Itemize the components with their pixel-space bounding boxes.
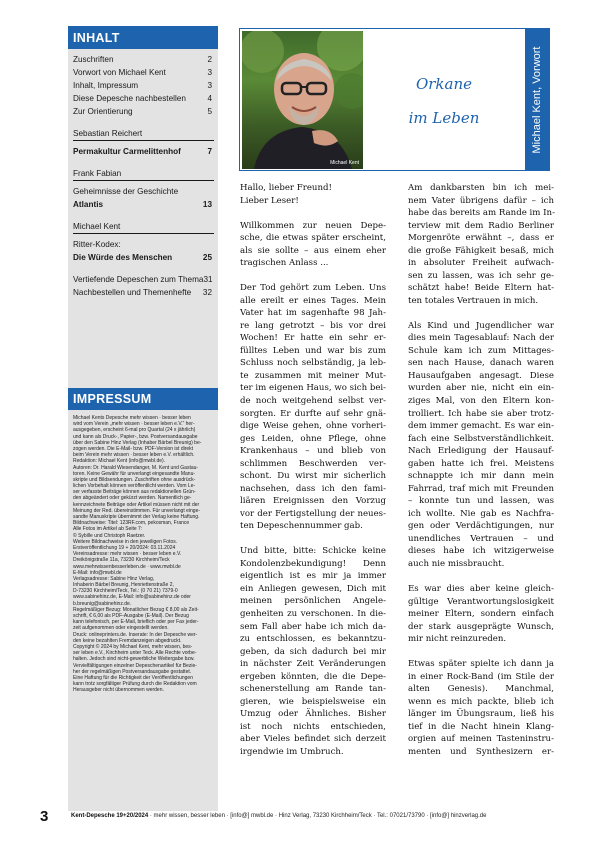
article-line: Lieber Leser! [240, 195, 299, 206]
toc-subtitle: Geheimnisse der Geschichte [73, 187, 179, 196]
toc-item-page: 3 [207, 81, 212, 90]
article-line: eigentlich ist es mir ja immer [240, 571, 386, 582]
toc-item-label: Diese Depesche nachbestellen [73, 94, 186, 103]
impressum-line: schrift, € 6,00 als PDF-Ausgabe (E-Mail). Der Bezug [73, 613, 189, 619]
toc-item-label: Zuschriften [73, 55, 114, 64]
impressum-line: ausgegeben, erscheint 6-mal pro Quartal (24 x jährlich) [73, 427, 196, 434]
author-photo [242, 31, 363, 169]
toc-author: Michael Kent [73, 220, 214, 234]
impressum-line: Copyright © 2024 by Michael Kent, mehr wissen, bes- [73, 643, 193, 650]
impressum-line: kann trotz sorgfältiger Prüfung durch die Redaktion vom [73, 681, 197, 688]
impressum-line: D-73230 Kirchheim/Teck, Tel.: (0 70 21) 7379-0 [73, 588, 178, 595]
toc-author: Sebastian Reichert [73, 127, 214, 141]
impressum-line: skripte und Bildsendungen. Zuschriften ohne ausdrück- [73, 476, 196, 483]
article-line: dige Weise gehen, ohne vorheri- [240, 421, 386, 432]
article-line: Etwas später spielte ich dann ja [408, 659, 554, 670]
impressum-line: den keine bezahlten Fremdanzeigen abgedruckt. [73, 637, 182, 644]
section-label: Michael Kent, Vorwort [531, 46, 543, 153]
article-line: Fahrrad, traf mich mit Freunden [408, 483, 554, 494]
article-line: mir nicht reinzureden. [408, 634, 507, 645]
article-line: Schluss noch selbständig, ja leb- [240, 358, 386, 369]
article-line: aber Vieles befindet sich derzeit [240, 734, 386, 745]
impressum-line: Eine Haftung für die Richtigkeit der Veröffentlichungen [73, 674, 193, 681]
article-line: de noch weitgehend selbst ver- [240, 396, 386, 406]
toc-item-page: 2 [207, 55, 212, 64]
article-line: vor der Fertigstellung der neues- [240, 508, 386, 519]
impressum-line: her der regelmäßigen Postversandausgabe gestattet. [73, 668, 192, 675]
paragraph-gap [408, 570, 554, 583]
article-line: ter im eigenen Haus, wo sich bei- [240, 383, 387, 394]
article-line: die große Fähigkeit besaß, mich [408, 245, 554, 256]
toc-article-page: 13 [202, 200, 212, 209]
portrait-illustration [242, 31, 363, 169]
article-line: als sie sollte – aus einem eher [240, 245, 386, 256]
article-line: meiner Eltern, sondern einfach [408, 609, 554, 620]
article-line: fülltes Leben und war bis zum [240, 345, 386, 356]
article-line: ist noch nichts entschieden, [240, 721, 386, 732]
title-line-2: im Leben [408, 109, 480, 127]
impressum-line: www.sabinehinz.de, E-Mail: info@sabinehinz.de oder [73, 594, 191, 601]
toc-item [73, 53, 214, 66]
impressum-line: Vervielfältigungen einzelner Depeschenartikel für Bezie- [73, 662, 197, 669]
article-line: sem Fall aber habe ich mich da- [240, 621, 386, 632]
impressum-line: lichen Vorbehalt können veröffentlicht werden. Vom Le- [73, 483, 196, 490]
toc-extra-label: Nachbestellen und Themenhefte [73, 288, 192, 297]
article-header [239, 28, 550, 171]
article-line: Am dankbarsten bin ich mei- [408, 183, 554, 193]
article-line: trolliert. Ich habe sie aber trotz- [408, 408, 554, 419]
article-line: Morgenröte erwähnt –, dass er [408, 233, 554, 244]
article-column-1 [240, 182, 386, 758]
impressum-line: Herausgeber nicht übernommen werden. [73, 687, 164, 694]
impressum-line: Inhaberin Bärbel Breunig, Henriettenstraße 2, [73, 582, 174, 589]
article-line: Schule kam ich zum Mittages- [408, 345, 554, 356]
article-line: liären Ereignissen den Vorzug [240, 496, 386, 507]
toc-subtitle: Ritter-Kodex: [73, 240, 121, 249]
article-line: fach eine Selbstverständlichkeit. [408, 433, 554, 444]
article-line: Willkommen zur neuen Depe- [240, 220, 386, 231]
article-line: sen nach Hause, danach waren [408, 358, 554, 369]
impressum-line: Autoren: Dr. Harald Wiesendanger, M. Kent und Gastau- [73, 464, 199, 471]
impressum-line: toren. Keine Gewähr für unverlangt eingesandte Manu- [73, 470, 196, 477]
article-line: ein Anliegen gewesen, Dich mit [240, 583, 386, 594]
impressum-line: Regelmäßiger Bezug: Monatlicher Bezug € 8,00 als Zeit- [73, 606, 199, 613]
paragraph-gap [408, 307, 554, 320]
table-of-contents [68, 49, 218, 299]
article-line: länger im Übungsraum, ließ his [408, 709, 554, 720]
article-line: meinen persönlichen Angele- [240, 596, 386, 607]
toc-extra-item [73, 286, 214, 299]
impressum-line: sandte Manuskripte übernimmt der Verlag keine Haftung. [73, 514, 200, 520]
article-line: nem Vater übrigens dafür – ich [408, 195, 554, 206]
impressum-line: Weitere Bildnachweise in den jeweiligen Fotos. [73, 538, 178, 545]
article-line: in absoluter Freiheit aufwach- [408, 258, 554, 269]
toc-item-page: 5 [207, 107, 212, 116]
article-line: sorgten. Er durfte auf sehr gnä- [240, 408, 386, 419]
article-line: schätzt habe! Beide Eltern hat- [408, 283, 554, 294]
toc-item [73, 105, 214, 118]
footer-line [71, 813, 486, 819]
article-line: dies mein Tagesablauf: Nach der [408, 333, 554, 344]
impressum-line: halten. Jedoch sind nicht-gewerbliche Weitergabe bzw. [73, 656, 195, 663]
title-line-1: Orkane [415, 75, 473, 93]
article-line: schnappte ich mir dann mein [408, 471, 554, 482]
impressum-line: Bildnachweise: Titel: 123RF.com, pekosman, France [73, 520, 190, 527]
impressum-line: www.mehrwissenbesserleben.de · www.mwbl.de [73, 563, 181, 570]
title-area [363, 29, 525, 170]
toc-extra-label: Vertiefende Depeschen zum Thema [73, 275, 204, 284]
article-line: irgendwie im Umbruch. [240, 746, 344, 757]
article-line: Der Tod gehört zum Leben. Uns [240, 283, 386, 294]
article-line: wenn es mich packte, blieb ich [408, 696, 554, 707]
impressum-line: den abgeändert oder gekürzt werden. Namentlich ge- [73, 495, 192, 502]
impressum-text [73, 415, 215, 693]
article-line: dem immer gemacht. Es war ein- [408, 421, 554, 432]
toc-item-label: Inhalt, Impressum [73, 81, 139, 90]
impressum-line: b.breunig@sabinehinz.de. [73, 600, 132, 607]
article-line: tief in die Nacht hinein Klang- [408, 721, 554, 732]
article-line: Als Kind und Jugendlicher war [408, 320, 554, 331]
impressum-line: ser verfasste Beiträge können aus redaktionellen Grün- [73, 489, 196, 496]
article-line: wurden aber nie, nicht ein ein- [408, 383, 554, 394]
article-line: tragischen Anlass ... [240, 258, 329, 269]
page-number: 3 [40, 808, 49, 825]
impressum-line: © Sybille und Christoph Raetzer. [73, 532, 146, 539]
impressum-line: Alle Fotos im Artikel ab Seite 7: [73, 526, 143, 533]
toc-article-title [73, 145, 214, 158]
article-line: ziges Mal, von den Eltern kon- [408, 396, 554, 407]
impressum-line: kann telefonisch, per E-Mail, brieflich oder per Fax jeder- [73, 619, 199, 626]
impressum-line: über den Sabine Hinz Verlag (Inhaber Bärbel Breunig) be- [73, 439, 202, 446]
article-line: Und bitte, bitte: Schicke keine [240, 546, 386, 557]
impressum-line: ser leben e.V., Kirchheim unter Teck. Alle Rechte vorbe- [73, 650, 197, 657]
impressum-line: Vereinsadresse: mehr wissen · besser leben e.V. [73, 551, 182, 558]
impressum-line: zeit aufgenommen oder eingestellt werden. [73, 625, 169, 632]
toc-article-label: Permakultur Carmelittenhof [73, 147, 181, 156]
article-line: – konnte tun und lassen, was [408, 496, 554, 507]
article-line: ich wollte. Nie gab es Nachfra- [408, 508, 554, 519]
impressum-line: Druck: onlineprinters.de. Inserate: In der Depesche wer- [73, 631, 198, 638]
toc-article-title [73, 251, 214, 264]
article-line: alten Genesis). Manchmal, [408, 684, 554, 695]
article-line: unendliches Vertrauen – und [408, 533, 554, 544]
paragraph-gap [240, 207, 386, 220]
toc-extra-page: 31 [203, 275, 213, 284]
article-line: ten totales Vertrauen in mich. [408, 295, 539, 306]
article-line: gültige Verantwortungslosigkeit [408, 596, 554, 607]
article-line: Umzug oder Ähnliches. Bisher [240, 709, 386, 720]
toc-article-label: Die Würde des Menschen [73, 253, 173, 262]
article-line: zu entschlossen, es bekanntzu- [240, 634, 386, 645]
toc-item [73, 79, 214, 92]
impressum-line: Erstveröffentlichung 19 + 20/2024: 03.11.2024 [73, 544, 176, 551]
toc-item-page: 3 [207, 68, 212, 77]
toc-extra-page: 32 [202, 288, 212, 297]
article-line: orgien auf meinen Tasteninstru- [408, 734, 554, 745]
toc-extra-item [73, 273, 214, 286]
toc-item-page: 4 [207, 94, 212, 103]
impressum-line: kennzeichnete Beiträge oder Artikel müssen nicht mit der [73, 501, 200, 508]
article-line: gaben hatte ich frei. Meistens [408, 458, 554, 469]
toc-article-page: 7 [207, 147, 212, 156]
impressum-heading: IMPRESSUM [68, 388, 218, 410]
article-line: Hallo, lieber Freund! [240, 183, 332, 193]
paragraph-gap [240, 270, 386, 283]
article-line: gieren, wie beispielsweise ein [240, 696, 386, 707]
article-line: ges Leiden, ohne Pflege, ohne [240, 433, 386, 444]
article-line: Nach Erledigung der Hausauf- [408, 446, 554, 457]
impressum-line: Verlagsadresse: Sabine Hinz Verlag, [73, 575, 155, 582]
sidebar [68, 26, 218, 811]
footer-publication: Kent-Depesche 19+20/2024 [71, 813, 149, 819]
article-line: te zusammen mit meiner Mut- [240, 370, 386, 381]
impressum-line: wird vom Verein „mehr wissen · besser leben e.V.“ her- [73, 421, 195, 428]
impressum-line: Michael Kents Depesche mehr wissen · besser leben [73, 415, 191, 421]
impressum-line: Dreikönigstraße 11a, 73230 Kirchheim/Teck [73, 557, 170, 564]
article-line: schenerstellung am Rande tan- [240, 684, 386, 695]
article-line: der stark ausgeprägte Wunsch, [408, 621, 554, 632]
toc-author: Frank Fabian [73, 167, 214, 181]
article-line: Wochen! Er hatte ein sehr er- [240, 333, 386, 344]
article-line: in nächster Zeit Veränderungen [240, 659, 386, 670]
article-line: gen oder Verdächtigungen, nur [408, 521, 554, 532]
impressum-line: Meinung der Red. übereinstimmen. Für unverlangt einge- [73, 507, 201, 514]
impressum-line: Redaktion: Michael Kent (info@mwbl.de). [73, 458, 166, 465]
article-line: Vater hat im sagenhafte 98 Jah- [240, 308, 386, 319]
article-line: nachsehen, dass ich den fami- [240, 483, 386, 494]
impressum-line: beim Verein mehr wissen · besser leben e.V. erhältlich. [73, 452, 195, 459]
article-line: alle ereilt er eines Tages. Mein [240, 295, 386, 306]
article-line: in einer Rock-Band (im Stile der [408, 671, 554, 682]
article-line: sche, die etwas später erscheint, [240, 233, 386, 244]
article-column-2 [408, 182, 554, 758]
toc-article-label: Atlantis [73, 200, 104, 209]
article-line: schont. Du wirst mir sicherlich [240, 471, 386, 482]
article-line: ergeben könnten, die die Depe- [240, 671, 386, 682]
section-label-bar [525, 29, 549, 170]
article-line: genheiten zu verschonen. In die- [240, 609, 386, 620]
toc-article-page: 25 [202, 253, 212, 262]
article-line: terview mit dem Radio Berliner [408, 220, 554, 231]
paragraph-gap [240, 533, 386, 546]
article-line: Es war dies aber keine gleich- [408, 583, 554, 594]
toc-item-label: Vorwort von Michael Kent [73, 68, 166, 77]
toc-item [73, 92, 214, 105]
paragraph-gap [408, 646, 554, 659]
photo-caption: Michael Kent [330, 160, 359, 166]
impressum-line: E-Mail: info@mwbl.de [73, 569, 122, 576]
toc-item [73, 66, 214, 79]
impressum-line: zogen werden. Die E-Mail- bzw. PDF-Version ist direkt [73, 445, 194, 452]
toc-heading: INHALT [68, 26, 218, 49]
article-line: dieses habe ich witzigerweise [408, 546, 554, 557]
article-line: ten Depeschennummer gab. [240, 521, 363, 532]
impressum-line: und kann als Druck-, Papier-, bzw. Postversandausgabe [73, 433, 198, 440]
footer-contact: · mehr wissen, besser leben · [info@] mwbl.de · Hinz Verlag, 73230 Kirchheim/Teck · Tel.: 07021/73790 · [info@] hinzverlag.de [148, 813, 487, 819]
article-line: schlimmen Beschwerden ver- [240, 458, 386, 469]
article-line: menten und Synthesizern er- [408, 746, 554, 757]
article-line: Kondolenzbekundigung! Denn [240, 558, 386, 569]
toc-article-title [73, 198, 214, 211]
article-line: auch nie missbraucht. [408, 558, 505, 569]
article-line: habe das bereits am Rande im In- [408, 208, 555, 219]
article-line: Krankenhaus – und blieb von [240, 446, 386, 457]
toc-item-label: Zur Orientierung [73, 107, 133, 116]
article-line: Hausaufgaben angesagt. Diese [408, 370, 554, 381]
article-line: re lang getrotzt – bis vor drei [240, 320, 386, 331]
article-line: sen zu lassen, was ich sehr ge- [408, 270, 554, 281]
article-line: geben, da sich dadurch bei mir [240, 646, 386, 657]
